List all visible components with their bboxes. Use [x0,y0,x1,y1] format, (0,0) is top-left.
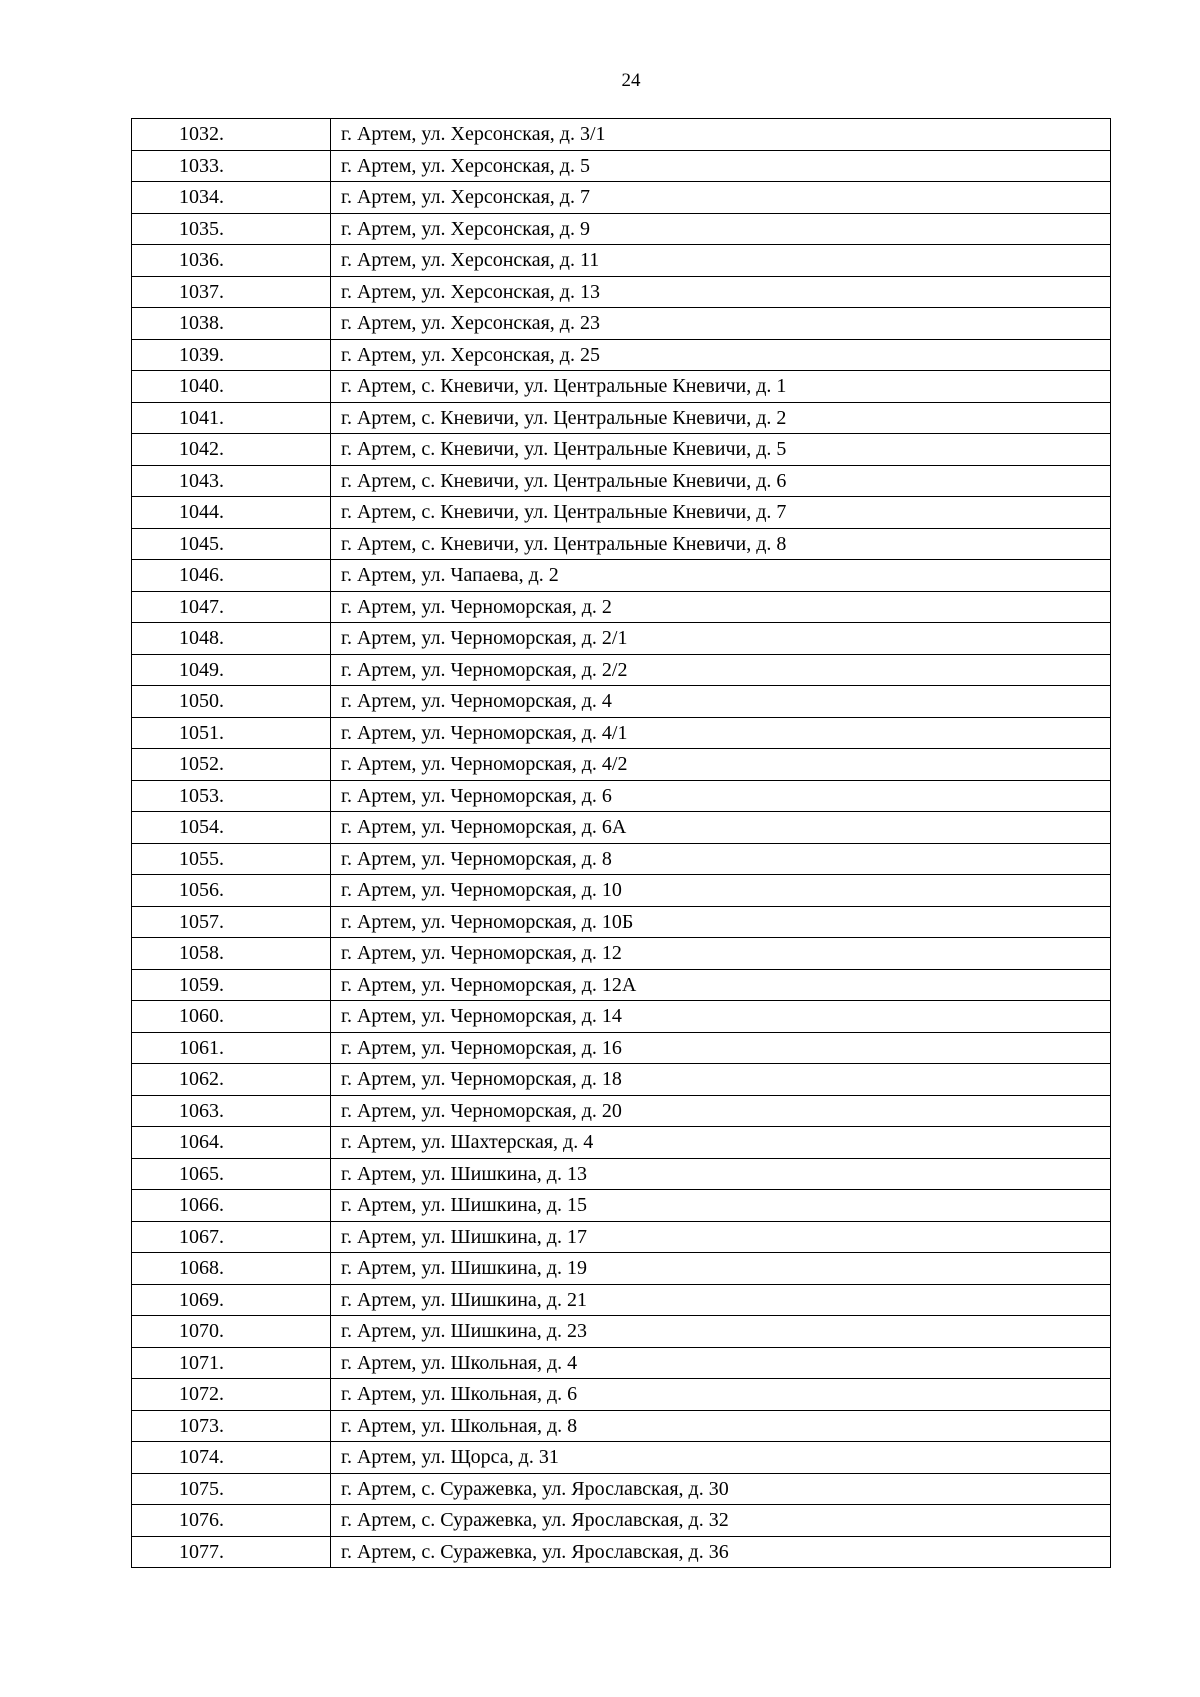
row-number: 1043. [132,465,331,497]
row-address: г. Артем, ул. Черноморская, д. 20 [331,1095,1111,1127]
page-number: 24 [621,70,641,91]
address-table-body [132,119,1111,1568]
address-table [131,118,1111,1568]
table-row [132,1253,1111,1285]
table-row [132,1064,1111,1096]
table-row [132,1190,1111,1222]
row-address: г. Артем, ул. Черноморская, д. 2/1 [331,623,1111,655]
row-address: г. Артем, ул. Шишкина, д. 17 [331,1221,1111,1253]
table-row [132,780,1111,812]
row-number: 1033. [132,150,331,182]
row-number: 1056. [132,875,331,907]
row-number: 1037. [132,276,331,308]
table-row [132,371,1111,403]
row-address: г. Артем, ул. Херсонская, д. 7 [331,182,1111,214]
row-address: г. Артем, с. Кневичи, ул. Центральные Кневичи, д. 8 [331,528,1111,560]
row-number: 1068. [132,1253,331,1285]
table-row [132,749,1111,781]
table-row [132,1536,1111,1568]
table-row [132,1410,1111,1442]
row-number: 1064. [132,1127,331,1159]
table-row [132,1284,1111,1316]
row-number: 1075. [132,1473,331,1505]
table-row [132,213,1111,245]
row-number: 1040. [132,371,331,403]
table-row [132,276,1111,308]
row-address: г. Артем, ул. Черноморская, д. 8 [331,843,1111,875]
table-row [132,686,1111,718]
row-address: г. Артем, ул. Шишкина, д. 23 [331,1316,1111,1348]
row-address: г. Артем, ул. Шишкина, д. 13 [331,1158,1111,1190]
row-address: г. Артем, ул. Херсонская, д. 9 [331,213,1111,245]
row-number: 1049. [132,654,331,686]
row-address: г. Артем, ул. Черноморская, д. 4/2 [331,749,1111,781]
table-row [132,339,1111,371]
row-address: г. Артем, ул. Черноморская, д. 2/2 [331,654,1111,686]
row-number: 1070. [132,1316,331,1348]
row-number: 1074. [132,1442,331,1474]
table-row [132,528,1111,560]
row-number: 1034. [132,182,331,214]
row-number: 1044. [132,497,331,529]
row-number: 1077. [132,1536,331,1568]
row-address: г. Артем, ул. Черноморская, д. 2 [331,591,1111,623]
row-number: 1055. [132,843,331,875]
table-row [132,402,1111,434]
table-row [132,465,1111,497]
row-address: г. Артем, ул. Шишкина, д. 21 [331,1284,1111,1316]
row-address: г. Артем, ул. Школьная, д. 8 [331,1410,1111,1442]
row-address: г. Артем, ул. Черноморская, д. 6А [331,812,1111,844]
table-row [132,969,1111,1001]
row-address: г. Артем, с. Кневичи, ул. Центральные Кневичи, д. 7 [331,497,1111,529]
row-address: г. Артем, ул. Шахтерская, д. 4 [331,1127,1111,1159]
row-number: 1069. [132,1284,331,1316]
row-number: 1039. [132,339,331,371]
row-address: г. Артем, ул. Щорса, д. 31 [331,1442,1111,1474]
row-number: 1054. [132,812,331,844]
table-row [132,875,1111,907]
row-number: 1059. [132,969,331,1001]
table-row [132,623,1111,655]
row-number: 1071. [132,1347,331,1379]
row-number: 1057. [132,906,331,938]
row-address: г. Артем, ул. Херсонская, д. 25 [331,339,1111,371]
table-row [132,906,1111,938]
row-address: г. Артем, ул. Черноморская, д. 16 [331,1032,1111,1064]
table-row [132,654,1111,686]
row-number: 1058. [132,938,331,970]
row-address: г. Артем, ул. Школьная, д. 6 [331,1379,1111,1411]
table-row [132,843,1111,875]
table-row [132,182,1111,214]
row-address: г. Артем, ул. Херсонская, д. 13 [331,276,1111,308]
row-address: г. Артем, ул. Херсонская, д. 3/1 [331,119,1111,151]
table-row [132,1158,1111,1190]
table-row [132,1316,1111,1348]
row-number: 1072. [132,1379,331,1411]
row-number: 1061. [132,1032,331,1064]
table-row [132,1095,1111,1127]
table-row [132,1001,1111,1033]
row-address: г. Артем, ул. Черноморская, д. 10Б [331,906,1111,938]
row-number: 1062. [132,1064,331,1096]
table-row [132,1032,1111,1064]
row-address: г. Артем, ул. Черноморская, д. 6 [331,780,1111,812]
table-row [132,119,1111,151]
table-row [132,1442,1111,1474]
table-row [132,812,1111,844]
row-number: 1038. [132,308,331,340]
table-row [132,560,1111,592]
row-address: г. Артем, с. Кневичи, ул. Центральные Кневичи, д. 6 [331,465,1111,497]
row-address: г. Артем, ул. Черноморская, д. 14 [331,1001,1111,1033]
row-number: 1046. [132,560,331,592]
row-address: г. Артем, ул. Черноморская, д. 18 [331,1064,1111,1096]
row-number: 1045. [132,528,331,560]
table-row [132,1221,1111,1253]
row-number: 1063. [132,1095,331,1127]
row-number: 1032. [132,119,331,151]
table-row [132,245,1111,277]
table-row [132,1379,1111,1411]
table-row [132,591,1111,623]
table-row [132,1473,1111,1505]
table-row [132,717,1111,749]
row-address: г. Артем, ул. Школьная, д. 4 [331,1347,1111,1379]
table-row [132,1347,1111,1379]
row-address: г. Артем, ул. Черноморская, д. 4 [331,686,1111,718]
row-address: г. Артем, с. Суражевка, ул. Ярославская, д. 30 [331,1473,1111,1505]
row-address: г. Артем, ул. Херсонская, д. 5 [331,150,1111,182]
row-number: 1051. [132,717,331,749]
row-number: 1053. [132,780,331,812]
row-number: 1067. [132,1221,331,1253]
row-number: 1042. [132,434,331,466]
row-address: г. Артем, ул. Херсонская, д. 23 [331,308,1111,340]
row-number: 1036. [132,245,331,277]
row-address: г. Артем, ул. Черноморская, д. 10 [331,875,1111,907]
row-address: г. Артем, ул. Черноморская, д. 12А [331,969,1111,1001]
row-number: 1050. [132,686,331,718]
row-number: 1035. [132,213,331,245]
row-number: 1047. [132,591,331,623]
row-number: 1076. [132,1505,331,1537]
row-number: 1065. [132,1158,331,1190]
row-address: г. Артем, с. Суражевка, ул. Ярославская, д. 36 [331,1536,1111,1568]
table-row [132,308,1111,340]
row-address: г. Артем, ул. Черноморская, д. 12 [331,938,1111,970]
table-row [132,150,1111,182]
row-number: 1041. [132,402,331,434]
row-address: г. Артем, ул. Шишкина, д. 19 [331,1253,1111,1285]
row-address: г. Артем, ул. Шишкина, д. 15 [331,1190,1111,1222]
row-number: 1073. [132,1410,331,1442]
table-row [132,497,1111,529]
table-row [132,938,1111,970]
row-number: 1066. [132,1190,331,1222]
row-address: г. Артем, с. Кневичи, ул. Центральные Кневичи, д. 5 [331,434,1111,466]
row-address: г. Артем, с. Кневичи, ул. Центральные Кневичи, д. 2 [331,402,1111,434]
row-address: г. Артем, с. Кневичи, ул. Центральные Кневичи, д. 1 [331,371,1111,403]
row-number: 1048. [132,623,331,655]
row-address: г. Артем, ул. Чапаева, д. 2 [331,560,1111,592]
row-number: 1052. [132,749,331,781]
row-address: г. Артем, с. Суражевка, ул. Ярославская, д. 32 [331,1505,1111,1537]
row-number: 1060. [132,1001,331,1033]
table-row [132,1127,1111,1159]
table-row [132,1505,1111,1537]
row-address: г. Артем, ул. Черноморская, д. 4/1 [331,717,1111,749]
table-row [132,434,1111,466]
row-address: г. Артем, ул. Херсонская, д. 11 [331,245,1111,277]
